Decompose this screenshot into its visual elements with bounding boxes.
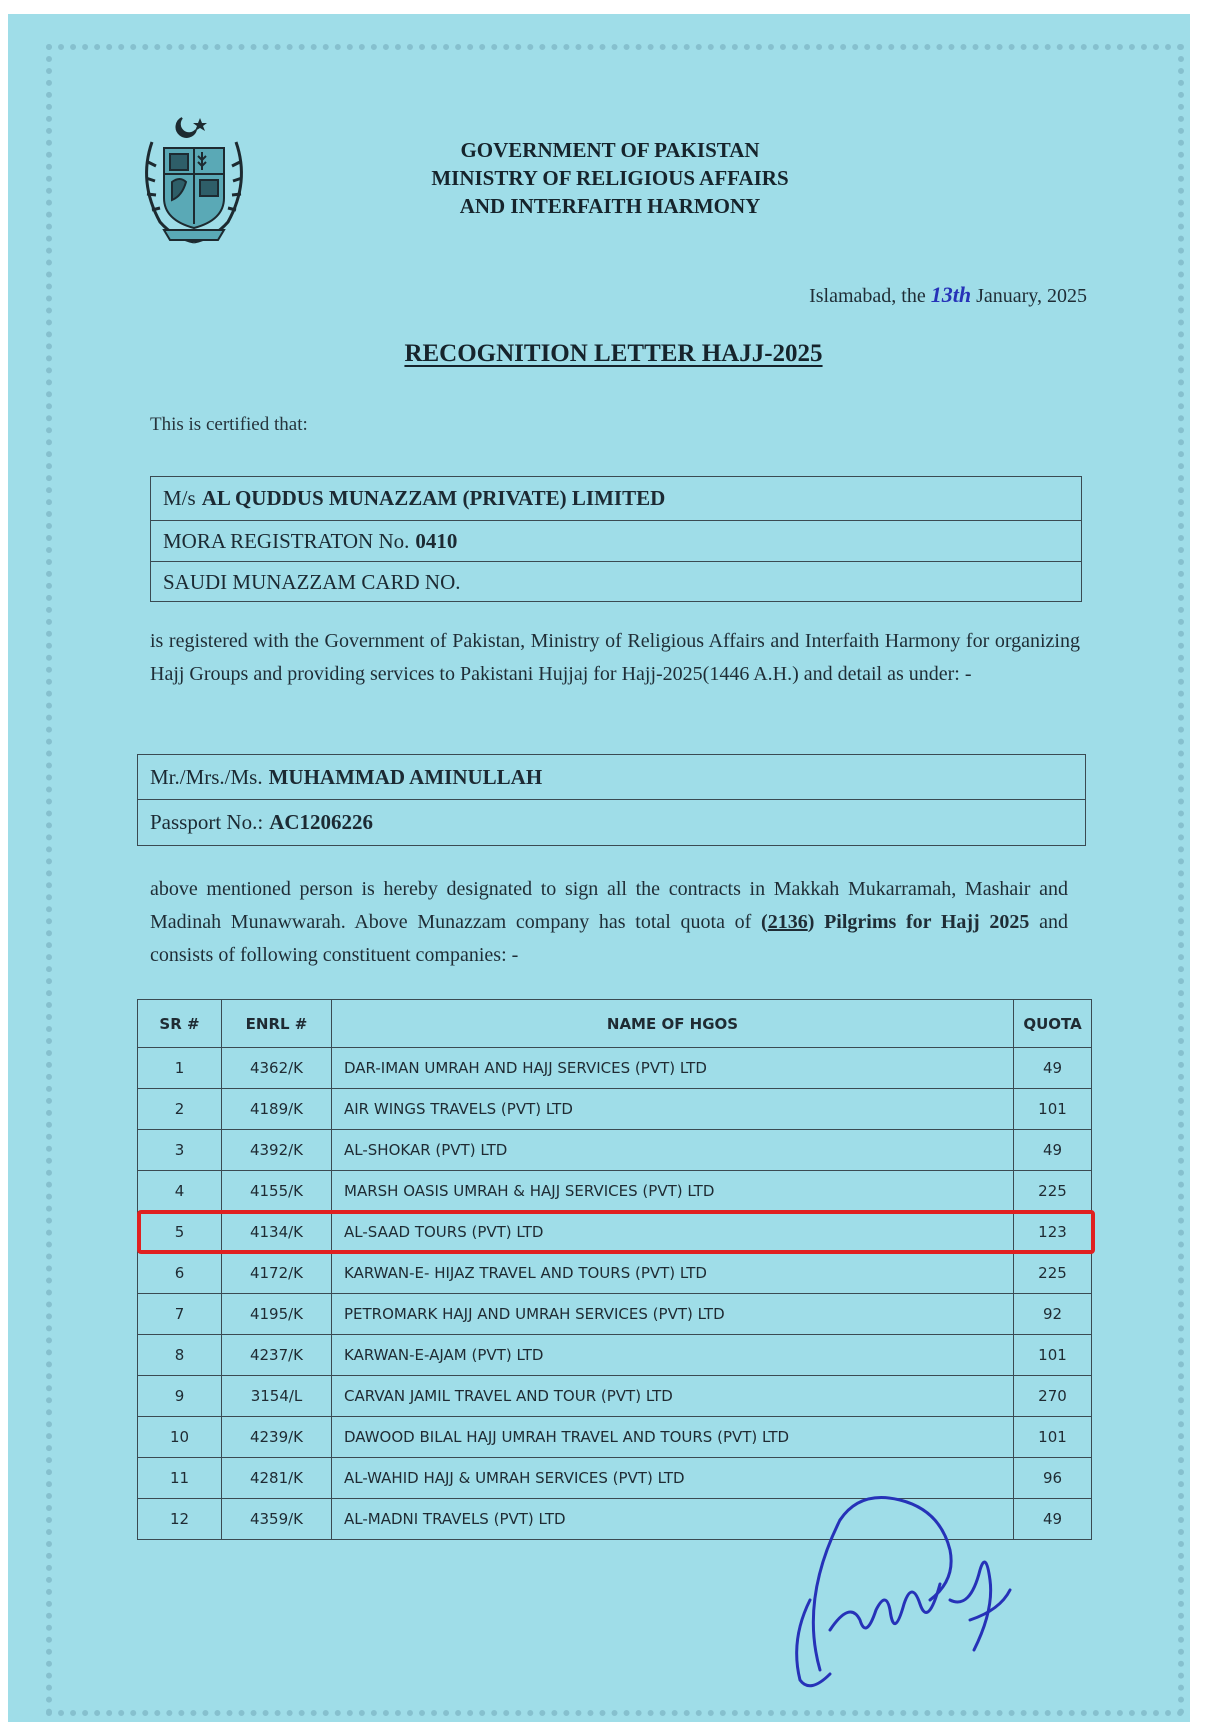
cell-enrl: 4155/K	[222, 1171, 332, 1212]
table-row	[138, 1130, 1092, 1171]
cell-sr: 12	[138, 1499, 222, 1540]
registration-paragraph: is registered with the Government of Pakistan, Ministry of Religious Affairs and Interfaith Harmony for organizing Hajj Groups and providing services to Pakistani Hujjaj for Hajj-2025(1446 A.H.) and detail as under: -	[150, 630, 1080, 685]
company-name-prefix: M/s	[163, 486, 196, 510]
cell-quota: 101	[1014, 1417, 1092, 1458]
cell-sr: 9	[138, 1376, 222, 1417]
date-prefix: Islamabad, the	[809, 285, 926, 307]
cell-name: AIR WINGS TRAVELS (PVT) LTD	[332, 1089, 1014, 1130]
cell-sr: 7	[138, 1294, 222, 1335]
cell-sr: 2	[138, 1089, 222, 1130]
header-line-1: GOVERNMENT OF PAKISTAN	[460, 138, 760, 162]
cell-sr: 6	[138, 1253, 222, 1294]
cell-quota: 225	[1014, 1253, 1092, 1294]
cell-sr: 8	[138, 1335, 222, 1376]
cell-quota: 96	[1014, 1458, 1092, 1499]
cell-enrl: 4195/K	[222, 1294, 332, 1335]
certified-intro: This is certified that:	[150, 414, 308, 435]
hgos-table	[137, 999, 1092, 1540]
cell-sr: 11	[138, 1458, 222, 1499]
company-name-row	[151, 477, 1081, 521]
header-quota: QUOTA	[1014, 1000, 1092, 1048]
munazzam-card-label: SAUDI MUNAZZAM CARD NO.	[163, 570, 461, 594]
quota-open: (	[761, 911, 768, 933]
cell-enrl: 4281/K	[222, 1458, 332, 1499]
passport-label: Passport No.:	[150, 810, 264, 834]
company-name: AL QUDDUS MUNAZZAM (PRIVATE) LIMITED	[201, 486, 666, 510]
table-row	[138, 1089, 1092, 1130]
header-line-2: MINISTRY OF RELIGIOUS AFFAIRS	[431, 166, 789, 190]
passport-number: AC1206226	[269, 810, 374, 834]
table-row	[138, 1335, 1092, 1376]
cell-enrl: 4172/K	[222, 1253, 332, 1294]
cell-sr: 10	[138, 1417, 222, 1458]
cell-quota: 101	[1014, 1089, 1092, 1130]
designation-paragraph	[150, 873, 1068, 972]
cell-name: AL-SHOKAR (PVT) LTD	[332, 1130, 1014, 1171]
cell-sr: 5	[138, 1212, 222, 1253]
header-name: NAME OF HGOS	[332, 1000, 1014, 1048]
cell-enrl: 4392/K	[222, 1130, 332, 1171]
table-header-row	[138, 1000, 1092, 1048]
state-emblem-icon	[130, 112, 258, 248]
table-row	[138, 1376, 1092, 1417]
cell-name: DAR-IMAN UMRAH AND HAJJ SERVICES (PVT) LTD	[332, 1048, 1014, 1089]
cell-enrl: 4359/K	[222, 1499, 332, 1540]
table-row	[138, 1253, 1092, 1294]
mora-number: 0410	[415, 528, 458, 553]
cell-quota: 225	[1014, 1171, 1092, 1212]
date-day-handwritten: 13th	[930, 282, 972, 307]
cell-sr: 1	[138, 1048, 222, 1089]
person-name: MUHAMMAD AMINULLAH	[268, 764, 543, 789]
cell-name: CARVAN JAMIL TRAVEL AND TOUR (PVT) LTD	[332, 1376, 1014, 1417]
cell-name: DAWOOD BILAL HAJJ UMRAH TRAVEL AND TOURS (PVT) LTD	[332, 1417, 1014, 1458]
date-suffix: January, 2025	[976, 285, 1087, 307]
cell-name: PETROMARK HAJJ AND UMRAH SERVICES (PVT) LTD	[332, 1294, 1014, 1335]
cell-enrl: 4189/K	[222, 1089, 332, 1130]
quota-close: )	[807, 911, 815, 933]
munazzam-card-row	[151, 562, 1081, 603]
cell-enrl: 4362/K	[222, 1048, 332, 1089]
mora-label: MORA REGISTRATON No.	[163, 528, 410, 553]
cell-sr: 3	[138, 1130, 222, 1171]
cell-name: KARWAN-E-AJAM (PVT) LTD	[332, 1335, 1014, 1376]
cell-quota: 123	[1014, 1212, 1092, 1253]
letter-date	[809, 282, 1087, 308]
ministry-header	[320, 136, 900, 220]
cell-quota: 49	[1014, 1048, 1092, 1089]
cell-name: AL-MADNI TRAVELS (PVT) LTD	[332, 1499, 1014, 1540]
person-box	[137, 754, 1086, 846]
highlighted-row-outline	[137, 1210, 1095, 1254]
cell-enrl: 4239/K	[222, 1417, 332, 1458]
cell-enrl: 4237/K	[222, 1335, 332, 1376]
cell-quota: 92	[1014, 1294, 1092, 1335]
designation-bold: Pilgrims for Hajj 2025	[824, 911, 1030, 933]
cell-quota: 101	[1014, 1335, 1092, 1376]
designation-text-part1: above mentioned person is hereby designated to sign all the contracts in Makkah Mukarramah, Mashair and Madinah Munawwarah. Above Munazzam company has total quota of	[150, 878, 1068, 933]
person-name-row	[138, 755, 1085, 800]
letter-title: RECOGNITION LETTER HAJJ-2025	[404, 340, 823, 367]
header-sr: SR #	[138, 1000, 222, 1048]
cell-quota: 270	[1014, 1376, 1092, 1417]
passport-row	[138, 800, 1085, 845]
cell-name: AL-SAAD TOURS (PVT) LTD	[332, 1212, 1014, 1253]
cell-quota: 49	[1014, 1499, 1092, 1540]
cell-name: KARWAN-E- HIJAZ TRAVEL AND TOURS (PVT) LTD	[332, 1253, 1014, 1294]
table-row	[138, 1294, 1092, 1335]
header-line-3: AND INTERFAITH HARMONY	[459, 194, 761, 218]
handwritten-signature	[770, 1480, 1050, 1700]
mora-row	[151, 521, 1081, 562]
cell-sr: 4	[138, 1171, 222, 1212]
cell-enrl: 3154/L	[222, 1376, 332, 1417]
table-row	[138, 1171, 1092, 1212]
cell-enrl: 4134/K	[222, 1212, 332, 1253]
total-quota: 2136	[767, 911, 808, 933]
company-box	[150, 476, 1082, 602]
header-enrl: ENRL #	[222, 1000, 332, 1048]
person-name-prefix: Mr./Mrs./Ms.	[150, 764, 263, 789]
table-row	[138, 1417, 1092, 1458]
table-row	[138, 1048, 1092, 1089]
cell-name: AL-WAHID HAJJ & UMRAH SERVICES (PVT) LTD	[332, 1458, 1014, 1499]
cell-name: MARSH OASIS UMRAH & HAJJ SERVICES (PVT) LTD	[332, 1171, 1014, 1212]
cell-quota: 49	[1014, 1130, 1092, 1171]
designation-text-part2: and consists of following constituent companies: -	[150, 911, 1069, 966]
